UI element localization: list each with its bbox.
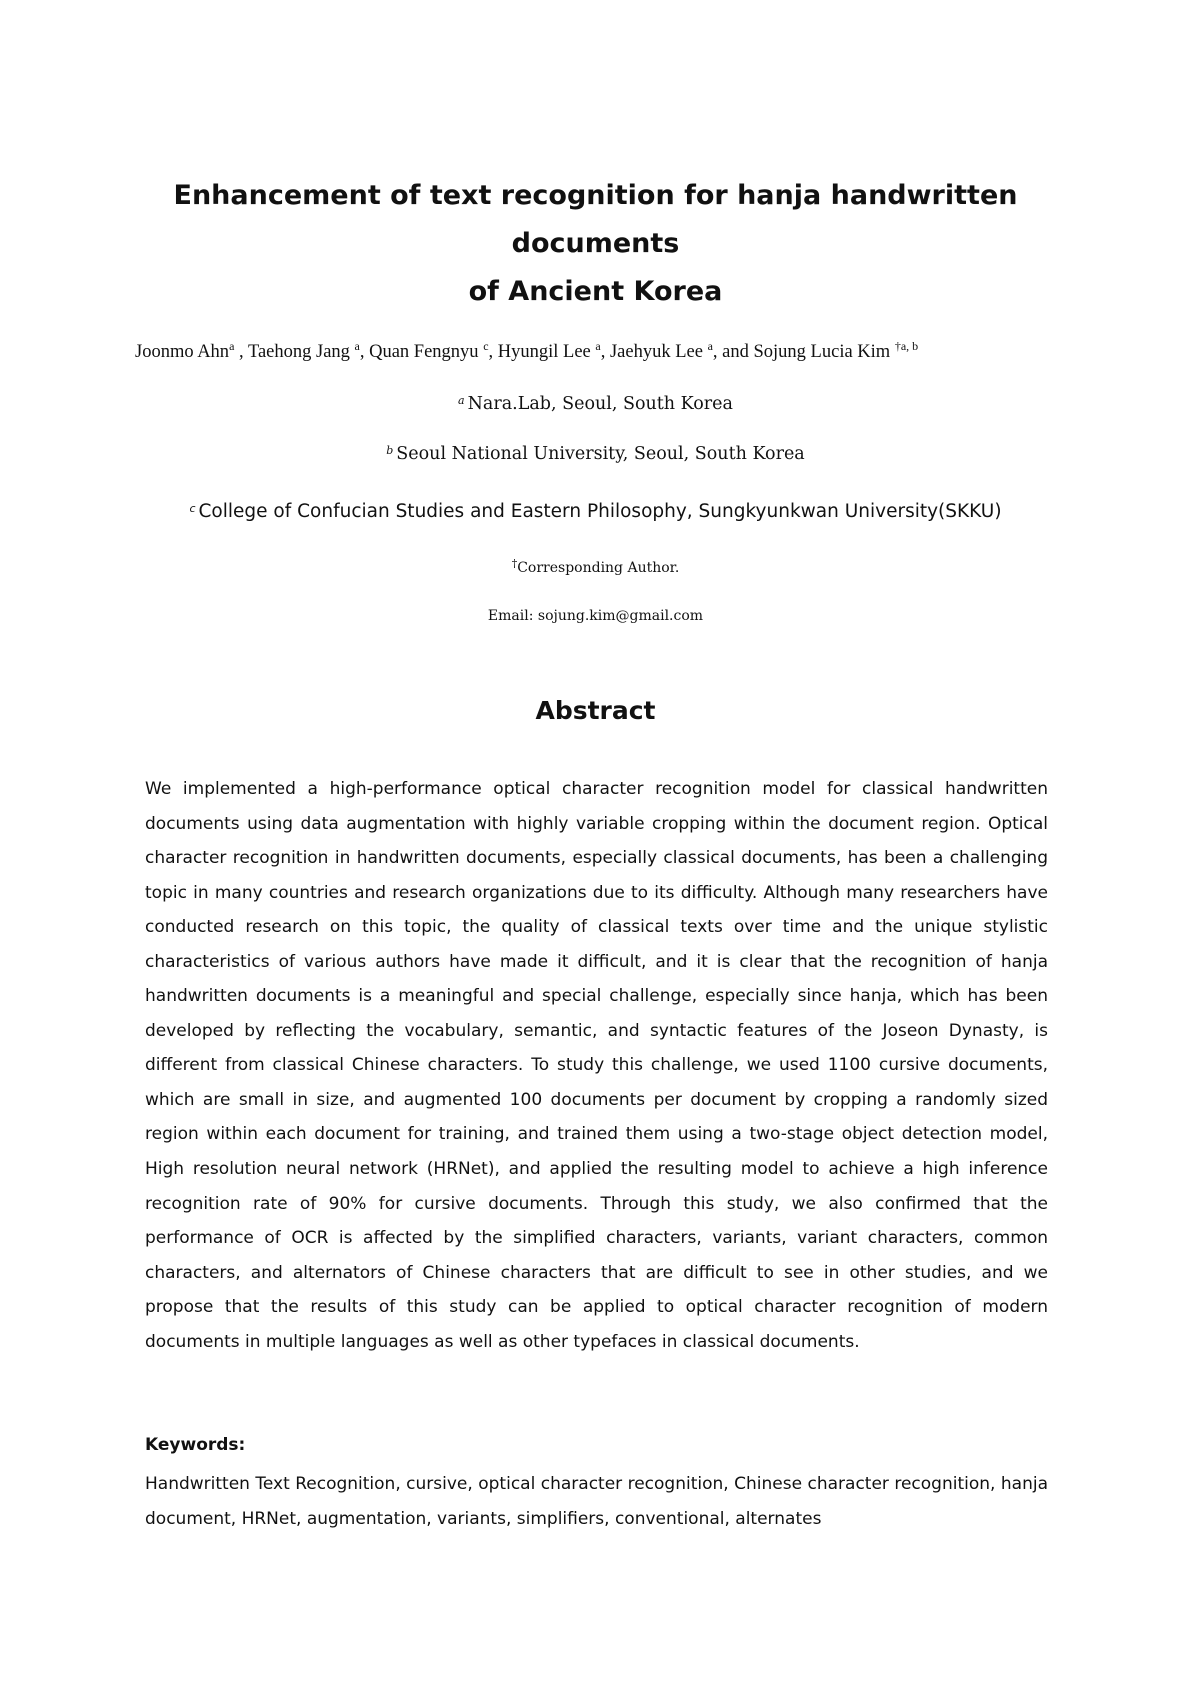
author-separator: , [234,342,248,362]
author-separator: , [600,342,610,362]
author-affiliation-mark: a [229,339,235,353]
corresponding-author-text: Corresponding Author. [517,560,680,576]
contact-email: Email: sojung.kim@gmail.com [487,608,704,624]
keywords-heading: Keywords: [145,1435,246,1455]
author-separator: , and [712,342,754,362]
author-name: Sojung Lucia Kim [753,342,891,362]
keywords-list: Handwritten Text Recognition, cursive, optical character recognition, Chinese character recognition, hanja document, HRNet, augmentation, variants, simplifiers, conventional, alternates [145,1474,1048,1529]
author-affiliation-mark: a [595,339,601,353]
abstract-text: We implemented a high-performance optical character recognition model for classical handwritten documents using data augmentation with highly variable cropping within the document region. Optical character recognition in handwritten documents, especially classical documents, has been a challenging topic in many countries and research organizations due to its difficulty. Although many researchers have conducted research on this topic, the quality of classical texts over time and the unique stylistic characteristics of various authors have made it difficult, and it is clear that the recognition of hanja handwritten documents is a meaningful and special challenge, especially since hanja, which has been developed by reflecting the vocabulary, semantic, and syntactic features of the Joseon Dynasty, is different from classical Chinese characters. To study this challenge, we used 1100 cursive documents, which are small in size, and augmented 100 documents per document by cropping a randomly sized region within each document for training, and trained them using a two-stage object detection model, High resolution neural network (HRNet), and applied the resulting model to achieve a high inference recognition rate of 90% for cursive documents. Through this study, we also confirmed that the performance of OCR is affected by the simplified characters, variants, variant characters, common characters, and alternators of Chinese characters that are difficult to see in other studies, and we propose that the results of this study can be applied to optical character recognition of modern documents in multiple languages as well as other typefaces in classical documents. [145,779,1048,1352]
author-name: Hyungil Lee [497,342,591,362]
author-separator: , [488,342,498,362]
paper-title [135,172,1056,316]
author-affiliation-mark: a [707,339,713,353]
author-affiliation-mark: a [354,339,360,353]
author-name: Quan Fengnyu [369,342,479,362]
affiliation-c [135,500,1056,524]
paper-title-line-2: of Ancient Korea [468,276,723,307]
author-name: Joonmo Ahn [135,342,230,362]
author-affiliation-mark: †a, b [894,339,919,353]
affiliation-a [135,392,1056,416]
corresponding-author-note [135,558,1056,578]
affiliation-mark: c [189,502,196,515]
author-affiliation-mark: c [483,339,489,353]
author-name: Taehong Jang [247,342,350,362]
affiliation-text: College of Confucian Studies and Eastern Philosophy, Sungkyunkwan University(SKKU) [198,501,1002,522]
author-separator: , [359,342,370,362]
affiliation-mark: b [386,444,394,457]
affiliation-text: Seoul National University, Seoul, South Korea [396,444,805,464]
author-list [135,340,1056,364]
author-name: Jaehyuk Lee [609,342,703,362]
abstract-heading: Abstract [535,696,656,725]
paper-title-line-1: Enhancement of text recognition for hanja handwritten documents [173,180,1018,259]
affiliation-text: Nara.Lab, Seoul, South Korea [467,394,733,414]
dagger-mark: † [511,557,518,570]
affiliation-mark: a [458,394,465,407]
affiliation-b [135,442,1056,466]
